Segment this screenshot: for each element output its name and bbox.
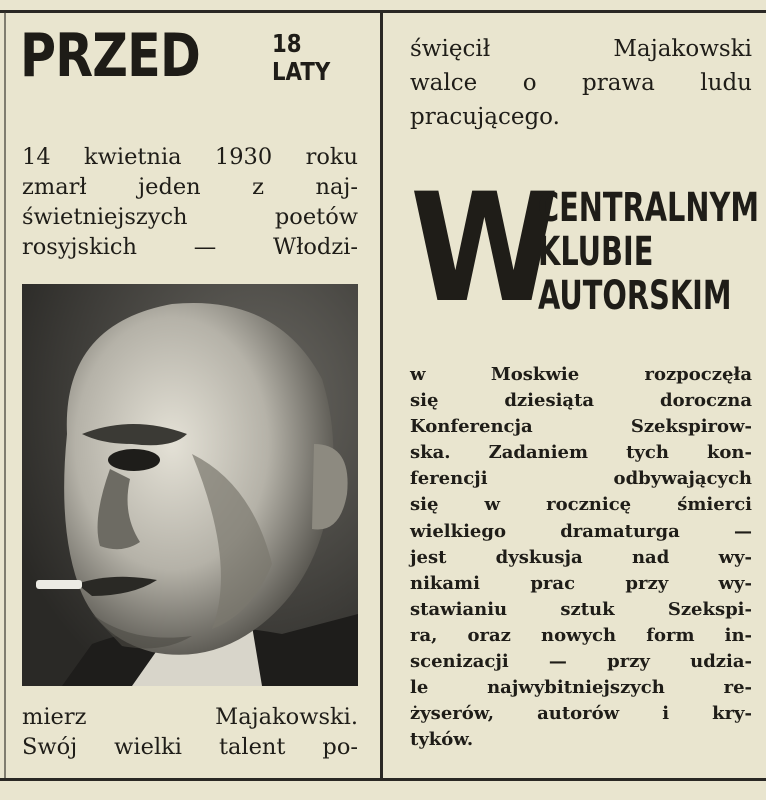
left-article-top <box>22 142 358 262</box>
left-edge-rule <box>4 12 6 780</box>
text-line: Konferencja Szekspirow- <box>410 416 752 438</box>
text-line: wielkiego dramaturga — <box>410 520 752 542</box>
text-line: mierz Majakowski. <box>22 704 358 730</box>
portrait-image <box>22 284 358 686</box>
text-line: żyserów, autorów i kry- <box>410 703 752 725</box>
headline-line: CENTRALNYM <box>538 185 759 231</box>
headline-number: 18 <box>272 29 302 58</box>
headline-centralnym-klubie-autorskim <box>538 185 759 319</box>
text-line: jest dyskusja nad wy- <box>410 546 752 568</box>
text-line: w Moskwie rozpoczęła <box>410 364 752 385</box>
text-line: le najwybitniejszych re- <box>410 677 752 699</box>
text-line: scenizacji — przy udzia- <box>410 651 752 673</box>
top-rule <box>0 10 766 13</box>
text-line: nikami prac przy wy- <box>410 572 752 594</box>
portrait-photo <box>22 284 358 686</box>
text-line: Swój wielki talent po- <box>22 734 358 760</box>
headline-line: AUTORSKIM <box>538 273 732 319</box>
text-line: ska. Zadaniem tych kon- <box>410 442 752 464</box>
dropcap-w: W <box>410 162 559 336</box>
text-line: świetniejszych poetów <box>22 204 358 230</box>
right-article-continuation <box>410 32 752 134</box>
text-line: rosyjskich — Włodzi- <box>22 234 358 260</box>
headline-przed: PRZED <box>20 21 200 91</box>
text-line: walce o prawa ludu <box>410 70 752 96</box>
headline-18-laty <box>272 30 349 86</box>
right-article-body <box>410 362 752 753</box>
column-divider <box>380 12 383 780</box>
text-line: się dziesiąta doroczna <box>410 390 752 412</box>
bottom-rule <box>0 778 766 781</box>
text-line: święcił Majakowski <box>410 36 752 62</box>
headline-word: LATY <box>272 57 331 86</box>
text-line: stawianiu sztuk Szekspi- <box>410 598 752 620</box>
headline-line: KLUBIE <box>538 229 654 275</box>
text-line: się w rocznicę śmierci <box>410 494 752 516</box>
text-line: ferencji odbywających <box>410 468 752 490</box>
text-line: tyków. <box>410 729 474 751</box>
text-line: ra, oraz nowych form in- <box>410 624 752 646</box>
left-article-bottom <box>22 702 358 762</box>
text-line: 14 kwietnia 1930 roku <box>22 144 358 170</box>
text-line: zmarł jeden z naj- <box>22 174 358 200</box>
text-line: pracującego. <box>410 104 560 130</box>
